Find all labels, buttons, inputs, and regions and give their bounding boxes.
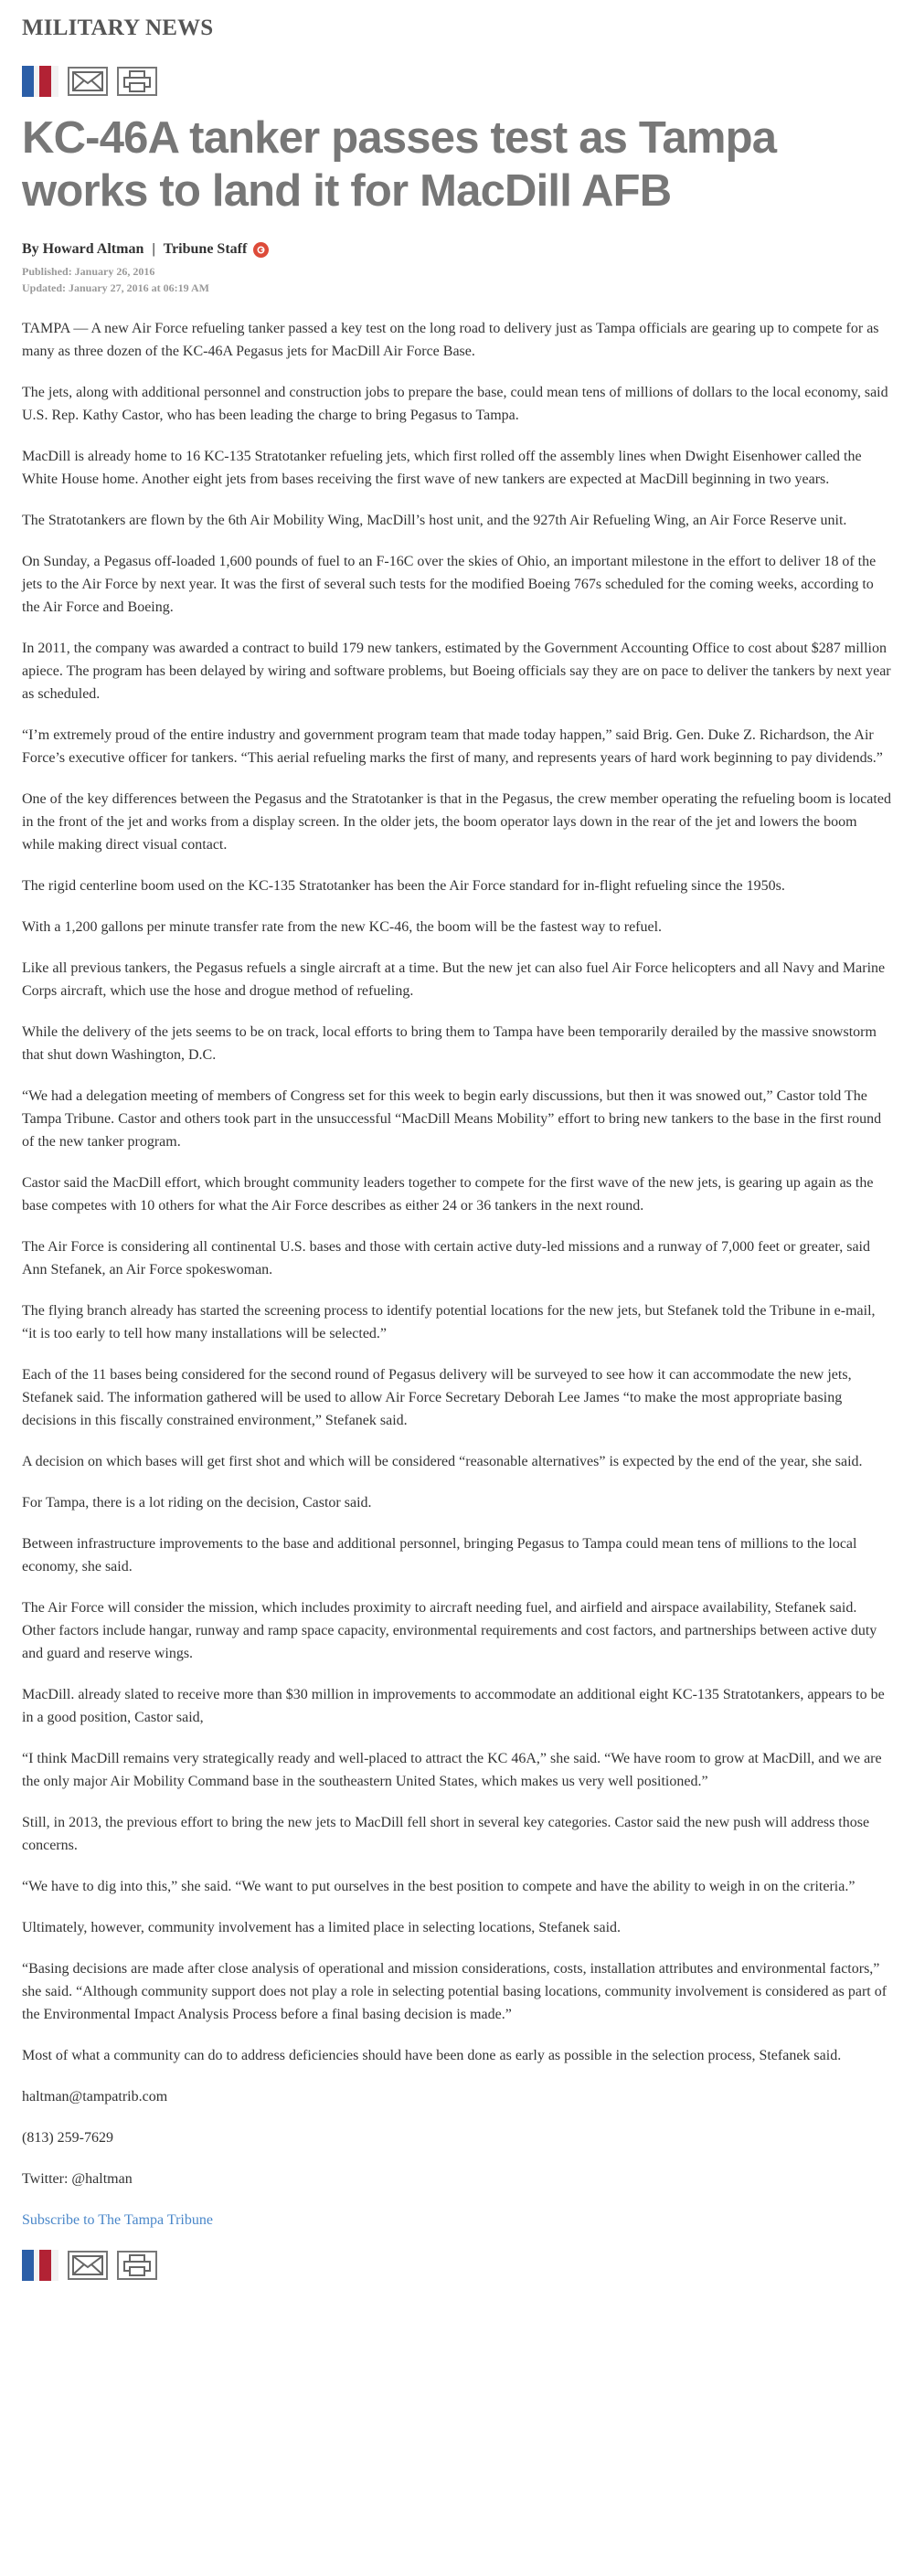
article-body (22, 317, 892, 2231)
article-headline: KC-46A tanker passes test as Tampa works to land it for MacDill AFB (22, 113, 777, 216)
paragraph: The Stratotankers are flown by the 6th Air Mobility Wing, MacDill’s host unit, and the 927th Air Refueling Wing, an Air Force Reserve unit. (22, 513, 847, 528)
print-icon[interactable] (117, 67, 157, 96)
article-page (22, 0, 892, 2281)
share-bar-bottom (22, 2250, 892, 2281)
author-twitter: Twitter: @haltman (22, 2171, 133, 2187)
print-icon[interactable] (117, 2251, 157, 2280)
subscribe-link[interactable]: Subscribe to The Tampa Tribune (22, 2212, 213, 2228)
paragraph: “Basing decisions are made after close analysis of operational and mission considerations, costs, installation attributes and environmental factors,” she said. “Although community support does not play a role in selecting potential basing locations, community involvement is considered as part of the Environmental Impact Analysis Process before a final basing decision is made.” (22, 1961, 887, 2022)
publish-dates (22, 263, 892, 296)
author-email: haltman@tampatrib.com (22, 2089, 168, 2104)
paragraph: While the delivery of the jets seems to be on track, local efforts to bring them to Tampa have been temporarily derailed by the massive snowstorm that shut down Washington, D.C. (22, 1024, 877, 1063)
paragraph: On Sunday, a Pegasus off-loaded 1,600 pounds of fuel to an F-16C over the skies of Ohio, an important milestone in the effort to deliver 18 of the jets to the Air Force by next year. It was the first of several such tests for the modified Boeing 767s scheduled for the coming weeks, according to the Air Force and Boeing. (22, 554, 877, 615)
paragraph: Most of what a community can do to address deficiencies should have been done as early as possible in the selection process, Stefanek said. (22, 2048, 842, 2063)
paragraph: Castor said the MacDill effort, which brought community leaders together to compete for the first wave of the new jets, is gearing up again as the base competes with 10 others for what the Air Force describes as either 24 or 36 tankers in the next round. (22, 1175, 874, 1214)
share-bar-top (22, 66, 892, 97)
paragraph: “We have to dig into this,” she said. “We want to put ourselves in the best position to compete and have the ability to weigh in on the criteria.” (22, 1879, 856, 1894)
paragraph: A decision on which bases will get first shot and which will be considered “reasonable alternatives” is expected by the end of the year, she said. (22, 1454, 863, 1469)
byline-separator: | (152, 241, 155, 257)
author-prefix: By (22, 241, 39, 257)
paragraph: Like all previous tankers, the Pegasus refuels a single aircraft at a time. But the new jet can also fuel Air Force helicopters and all Navy and Marine Corps aircraft, which use the hose and drogue method of refueling. (22, 960, 886, 999)
paragraph: “I think MacDill remains very strategically ready and well-placed to attract the KC 46A,” she said. “We have room to grow at MacDill, and we are the only major Air Mobility Command base in the southeastern United States, which makes us very well positioned.” (22, 1751, 882, 1789)
paragraph: Still, in 2013, the previous effort to bring the new jets to MacDill fell short in several key categories. Castor said the new push will address those concerns. (22, 1815, 870, 1853)
paragraph: The flying branch already has started the screening process to identify potential locations for the new jets, but Stefanek told the Tribune in e-mail, “it is too early to tell how many installations will be selected.” (22, 1303, 876, 1341)
paragraph: “I’m extremely proud of the entire industry and government program team that made today happen,” said Brig. Gen. Duke Z. Richardson, the Air Force’s executive officer for tankers. “This aerial refueling marks the first of many, and represents years of hard work beginning to pay dividends.” (22, 727, 883, 766)
section-label: MILITARY NEWS (22, 16, 214, 40)
paragraph: MacDill. already slated to receive more than $30 million in improvements to accommodate an additional eight KC-135 Stratotankers, appears to be in a good position, Castor said, (22, 1687, 885, 1725)
published-date: Published: January 26, 2016 (22, 265, 155, 278)
byline (22, 241, 247, 258)
paragraph: The jets, along with additional personnel and construction jobs to prepare the base, could mean tens of millions of dollars to the local economy, said U.S. Rep. Kathy Castor, who has been leading the charge to bring Pegasus to Tampa. (22, 385, 888, 423)
paragraph: Each of the 11 bases being considered for the second round of Pegasus delivery will be surveyed to see how it can accommodate the new jets, Stefanek said. The information gathered will be used to allow Air Force Secretary Deborah Lee James “to make the most appropriate basing decisions in this fiscally constrained environment,” Stefanek said. (22, 1367, 852, 1428)
flag-icon[interactable] (22, 66, 58, 97)
paragraph: Between infrastructure improvements to the base and additional personnel, bringing Pegasus to Tampa could mean tens of millions to the local economy, she said. (22, 1536, 857, 1574)
publication-name: Tribune Staff (163, 241, 248, 257)
paragraph: The Air Force will consider the mission, which includes proximity to aircraft needing fuel, and airfield and airspace availability, Stefanek said. Other factors include hangar, runway and ramp space capacity, environmental requirements and cost factors, and partnerships between active duty and guard and reserve wings. (22, 1600, 877, 1661)
paragraph: The Air Force is considering all continental U.S. bases and those with certain active duty-led missions and a runway of 7,000 feet or greater, said Ann Stefanek, an Air Force spokeswoman. (22, 1239, 870, 1277)
paragraph: TAMPA — A new Air Force refueling tanker passed a key test on the long road to delivery just as Tampa officials are gearing up to compete for as many as three dozen of the KC-46A Pegasus jets for MacDill Air Force Base. (22, 321, 879, 359)
paragraph: With a 1,200 gallons per minute transfer rate from the new KC-46, the boom will be the fastest way to refuel. (22, 919, 663, 935)
byline-row (22, 239, 892, 260)
paragraph: MacDill is already home to 16 KC-135 Stratotanker refueling jets, which first rolled off the assembly lines when Dwight Eisenhower called the White House home. Another eight jets from bases receiving the first wave of new tankers are expected at MacDill beginning in two years. (22, 449, 862, 487)
paragraph: “We had a delegation meeting of members of Congress set for this week to begin early discussions, but then it was snowed out,” Castor told The Tampa Tribune. Castor and others took part in the unsuccessful “MacDill Means Mobility” effort to bring new tankers to the base in the first round of the new tanker program. (22, 1088, 882, 1150)
paragraph: The rigid centerline boom used on the KC-135 Stratotanker has been the Air Force standard for in-flight refueling since the 1950s. (22, 878, 785, 894)
author-name[interactable]: Howard Altman (42, 241, 144, 257)
paragraph: Ultimately, however, community involvement has a limited place in selecting locations, Stefanek said. (22, 1920, 622, 1935)
email-icon[interactable] (68, 67, 108, 96)
updated-date: Updated: January 27, 2016 at 06:19 AM (22, 281, 210, 294)
flag-icon[interactable] (22, 2250, 58, 2281)
paragraph: One of the key differences between the Pegasus and the Stratotanker is that in the Pegasus, the crew member operating the refueling boom is located in the front of the jet and works from a display screen. In the older jets, the boom operator lays down in the rear of the jet and lowers the boom while making direct visual contact. (22, 791, 891, 853)
author-phone: (813) 259-7629 (22, 2130, 113, 2146)
paragraph: For Tampa, there is a lot riding on the decision, Castor said. (22, 1495, 372, 1511)
subscribe-paragraph (22, 2209, 892, 2231)
paragraph: In 2011, the company was awarded a contract to build 179 new tankers, estimated by the Government Accounting Office to cost about $287 million apiece. The program has been delayed by wiring and software problems, but Boeing officials say they are on pace to deliver the tankers by next year as scheduled. (22, 641, 891, 702)
email-icon[interactable] (68, 2251, 108, 2280)
google-plus-icon[interactable] (253, 242, 269, 258)
